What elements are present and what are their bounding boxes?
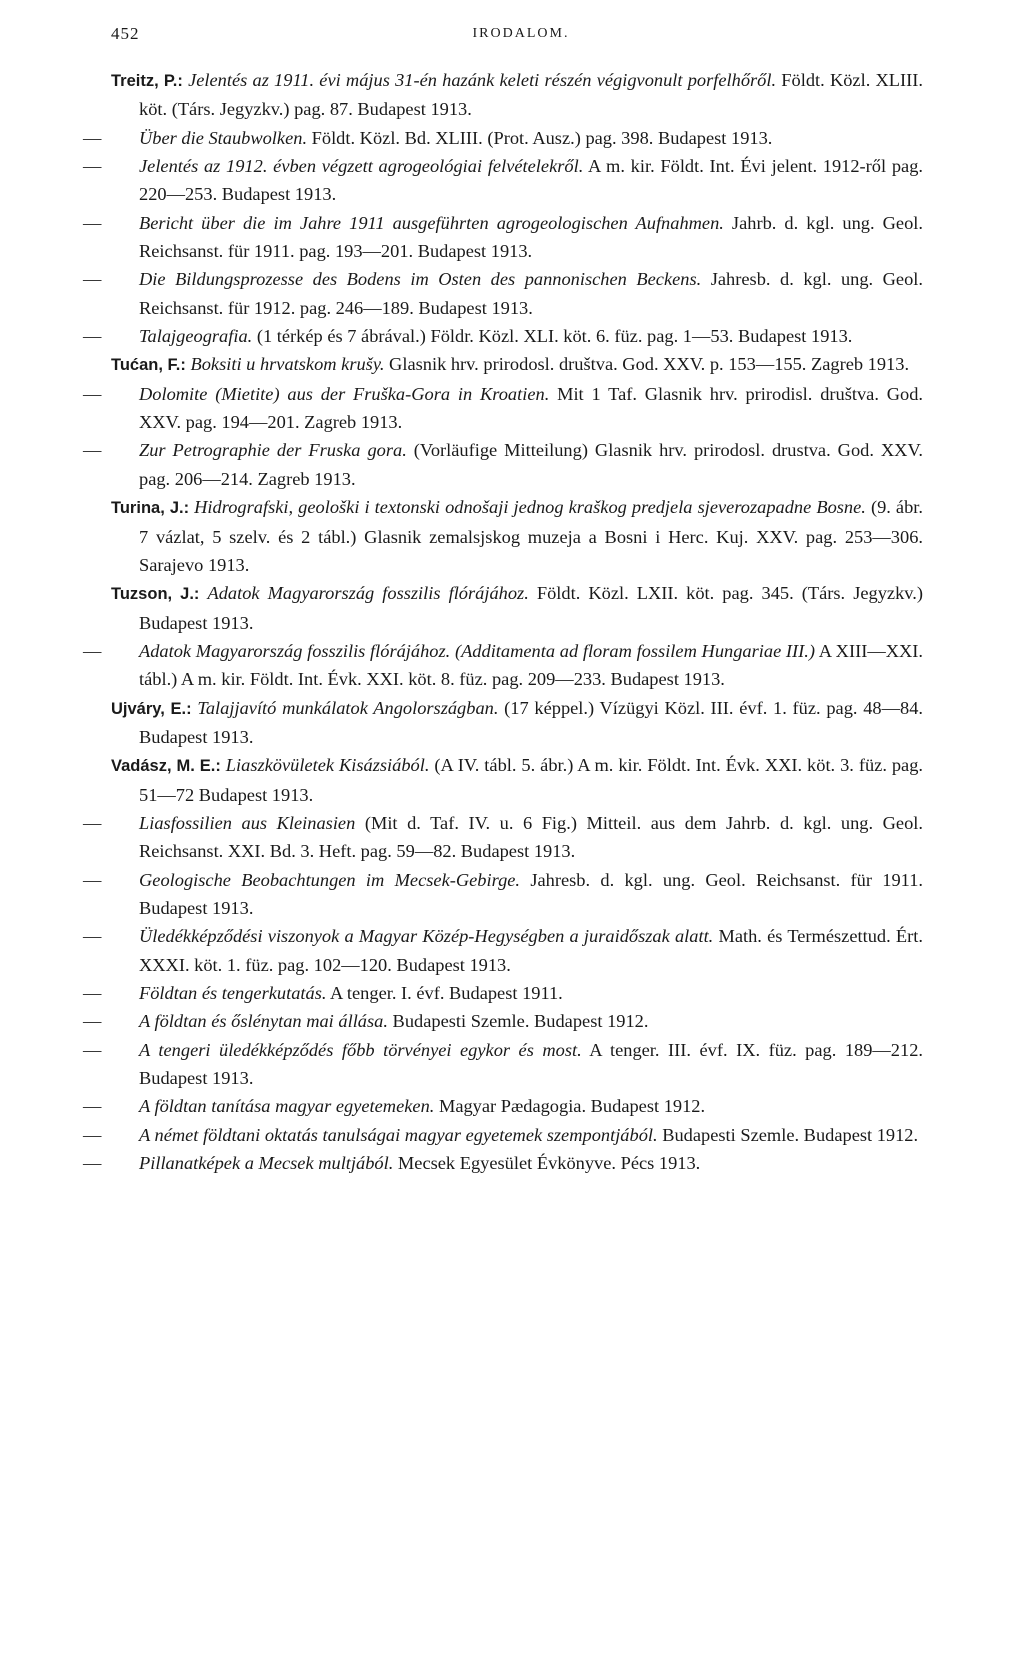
- bibliography-list: [83, 66, 924, 1177]
- entry-dash: —: [83, 1039, 102, 1060]
- entry-details: A XIII—XXI. tábl.) A m. kir. Földt. Int. Évk. XXI. köt. 8. füz. pag. 209—233. Budapest 1913.: [139, 640, 923, 690]
- entry-title: A földtan tanítása magyar egyetemeken.: [139, 1096, 435, 1117]
- entry-title: Pillanatképek a Mecsek multjából.: [139, 1153, 394, 1174]
- entry-dash: —: [83, 869, 102, 890]
- entry-dash: —: [83, 926, 102, 947]
- entry-title: Adatok Magyarország fosszilis flórájához.: [207, 583, 529, 604]
- bibliography-entry: [111, 579, 923, 637]
- entry-author: Treitz, P.:: [111, 72, 183, 90]
- entry-title: A tengeri üledékképződés főbb törvényei egykor és most.: [139, 1039, 582, 1060]
- entry-details: (1 térkép és 7 ábrával.) Földr. Közl. XLI. köt. 6. füz. pag. 1—53. Budapest 1913.: [252, 326, 853, 347]
- entry-title: Bericht über die im Jahre 1911 ausgeführten agrogeologischen Aufnahmen.: [139, 212, 724, 233]
- entry-dash: —: [83, 812, 102, 833]
- entry-title: Liasfossilien aus Kleinasien: [139, 812, 356, 833]
- entry-dash: —: [83, 1011, 102, 1032]
- bibliography-entry: [83, 809, 923, 866]
- entry-title: Über die Staubwolken.: [139, 127, 308, 148]
- entry-title: Jelentés az 1912. évben végzett agrogeológiai felvételekről.: [139, 156, 584, 177]
- page-header: [111, 20, 931, 50]
- entry-details: Magyar Pædagogia. Budapest 1912.: [434, 1096, 706, 1117]
- entry-dash: —: [83, 1124, 102, 1145]
- entry-dash: —: [83, 269, 102, 290]
- bibliography-entry: [83, 1121, 923, 1149]
- entry-title: Üledékképződési viszonyok a Magyar Közép-Hegységben a juraidőszak alatt.: [139, 926, 714, 947]
- bibliography-entry: [83, 124, 923, 152]
- bibliography-entry: [111, 350, 923, 379]
- entry-details: Földt. Közl. XLIII. köt. (Társ. Jegyzkv.) pag. 87. Budapest 1913.: [139, 70, 923, 120]
- entry-author: Vadász, M. E.:: [111, 757, 221, 776]
- bibliography-entry: [83, 380, 923, 437]
- entry-title: Boksiti u hrvatskom krušу.: [190, 354, 385, 375]
- entry-dash: —: [83, 156, 102, 177]
- bibliography-entry: [83, 1036, 923, 1093]
- entry-details: Jahresb. d. kgl. ung. Geol. Reichsanst. für 1911. Budapest 1913.: [139, 869, 923, 918]
- entry-details: A tenger. III. évf. IX. füz. pag. 189—212. Budapest 1913.: [139, 1039, 923, 1089]
- entry-details: Jahrb. d. kgl. ung. Geol. Reichsanst. für 1911. pag. 193—201. Budapest 1913.: [139, 212, 923, 262]
- entry-title: Adatok Magyarország fosszilis flórájához. (Additamenta ad floram fossilem Hungariae III.): [139, 640, 816, 661]
- entry-details: A m. kir. Földt. Int. Évi jelent. 1912-ről pag. 220—253. Budapest 1913.: [139, 156, 923, 205]
- entry-title: Földtan és tengerkutatás.: [139, 983, 327, 1003]
- entry-title: A német földtani oktatás tanulságai magyar egyetemek szempontjából.: [139, 1124, 658, 1145]
- entry-details: Jahresb. d. kgl. ung. Geol. Reichsanst. für 1912. pag. 246—189. Budapest 1913.: [139, 269, 923, 318]
- entry-details: (17 képpel.) Vízügyi Közl. III. évf. 1. füz. pag. 48—84. Budapest 1913.: [139, 697, 923, 747]
- entry-details: Budapesti Szemle. Budapest 1912.: [657, 1124, 919, 1145]
- entry-author: Turina, J.:: [111, 499, 190, 518]
- entry-details: Földt. Közl. Bd. XLIII. (Prot. Ausz.) pag. 398. Budapest 1913.: [307, 127, 773, 148]
- entry-title: Die Bildungsprozesse des Bodens im Osten des pannonischen Beckens.: [139, 269, 702, 290]
- entry-title: Hidrografski, geološki i textonski odnošaji jednog kraškog predjela sjeverozapadne Bosne.: [194, 497, 866, 518]
- entry-title: Talajjavító munkálatok Angolországban.: [197, 697, 499, 718]
- entry-details: A tenger. I. évf. Budapest 1911.: [326, 983, 563, 1003]
- entry-details: (A IV. tábl. 5. ábr.) A m. kir. Földt. Int. Évk. XXI. köt. 3. füz. pag. 51—72 Budapest 1913.: [139, 755, 924, 805]
- entry-details: Glasnik hrv. prirodosl. društva. God. XXV. p. 153—155. Zagreb 1913.: [384, 354, 910, 375]
- bibliography-entry: [83, 1007, 923, 1035]
- entry-dash: —: [83, 440, 102, 461]
- bibliography-entry: [83, 265, 923, 322]
- entry-details: Budapesti Szemle. Budapest 1912.: [387, 1011, 649, 1032]
- bibliography-entry: [111, 66, 923, 124]
- bibliography-entry: [111, 694, 923, 752]
- entry-dash: —: [83, 983, 102, 1003]
- entry-dash: —: [83, 212, 102, 233]
- bibliography-entry: [83, 866, 923, 923]
- entry-details: Mit 1 Taf. Glasnik hrv. prirodisl. društva. God. XXV. pag. 194—201. Zagreb 1913.: [139, 383, 923, 433]
- bibliography-entry: [83, 1149, 923, 1177]
- entry-details: Math. és Természettud. Ért. XXXI. köt. 1. füz. pag. 102—120. Budapest 1913.: [139, 926, 923, 975]
- bibliography-entry: [83, 436, 923, 493]
- entry-dash: —: [83, 1096, 102, 1117]
- entry-title: Jelentés az 1911. évi május 31-én hazánk keleti részén végigvonult porfelhőről.: [188, 70, 777, 90]
- entry-title: Geologische Beobachtungen im Mecsek-Gebirge.: [139, 869, 521, 890]
- entry-title: Dolomite (Mietite) aus der Fruška-Gora in Kroatien.: [139, 383, 550, 404]
- entry-title: Liaszkövületek Kisázsiából.: [225, 755, 430, 776]
- bibliography-entry: [83, 1092, 923, 1120]
- entry-details: Mecsek Egyesület Évkönyve. Pécs 1913.: [393, 1153, 701, 1174]
- entry-dash: —: [83, 383, 102, 404]
- entry-author: Tućan, F.:: [111, 356, 186, 375]
- bibliography-entry: [111, 751, 923, 809]
- bibliography-entry: [111, 493, 923, 579]
- entry-title: Zur Petrographie der Fruska gora.: [139, 440, 407, 461]
- bibliography-entry: [83, 922, 923, 979]
- entry-dash: —: [83, 127, 102, 148]
- entry-title: Talajgeografia.: [139, 326, 253, 347]
- entry-author: Ujváry, E.:: [111, 699, 192, 718]
- bibliography-entry: [83, 209, 923, 266]
- entry-dash: —: [83, 1153, 102, 1174]
- entry-details: (Vorläufige Mitteilung) Glasnik hrv. prirodosl. drustva. God. XXV. pag. 206—214. Zagreb 1913.: [139, 440, 923, 489]
- entry-dash: —: [83, 640, 102, 661]
- running-title: IRODALOM.: [472, 26, 570, 41]
- bibliography-entry: [83, 152, 923, 209]
- entry-dash: —: [83, 326, 102, 347]
- bibliography-entry: [83, 979, 923, 1007]
- bibliography-entry: [83, 322, 923, 350]
- entry-details: Földt. Közl. LXII. köt. pag. 345. (Társ. Jegyzkv.) Budapest 1913.: [139, 583, 923, 633]
- page-number: 452: [111, 24, 140, 43]
- entry-title: A földtan és őslénytan mai állása.: [139, 1011, 388, 1032]
- entry-details: (Mit d. Taf. IV. u. 6 Fig.) Mitteil. aus dem Jahrb. d. kgl. ung. Geol. Reichsanst. XXI. Bd. 3. Heft. pag. 59—82. Budapest 1913.: [139, 812, 923, 862]
- bibliography-entry: [83, 637, 923, 694]
- entry-author: Tuzson, J.:: [111, 585, 200, 604]
- entry-details: (9. ábr. 7 vázlat, 5 szelv. és 2 tábl.) Glasnik zemalsjskog muzeja a Bosni i Herc. Kuj. XXV. pag. 253—306. Sarajevo 1913.: [139, 497, 923, 575]
